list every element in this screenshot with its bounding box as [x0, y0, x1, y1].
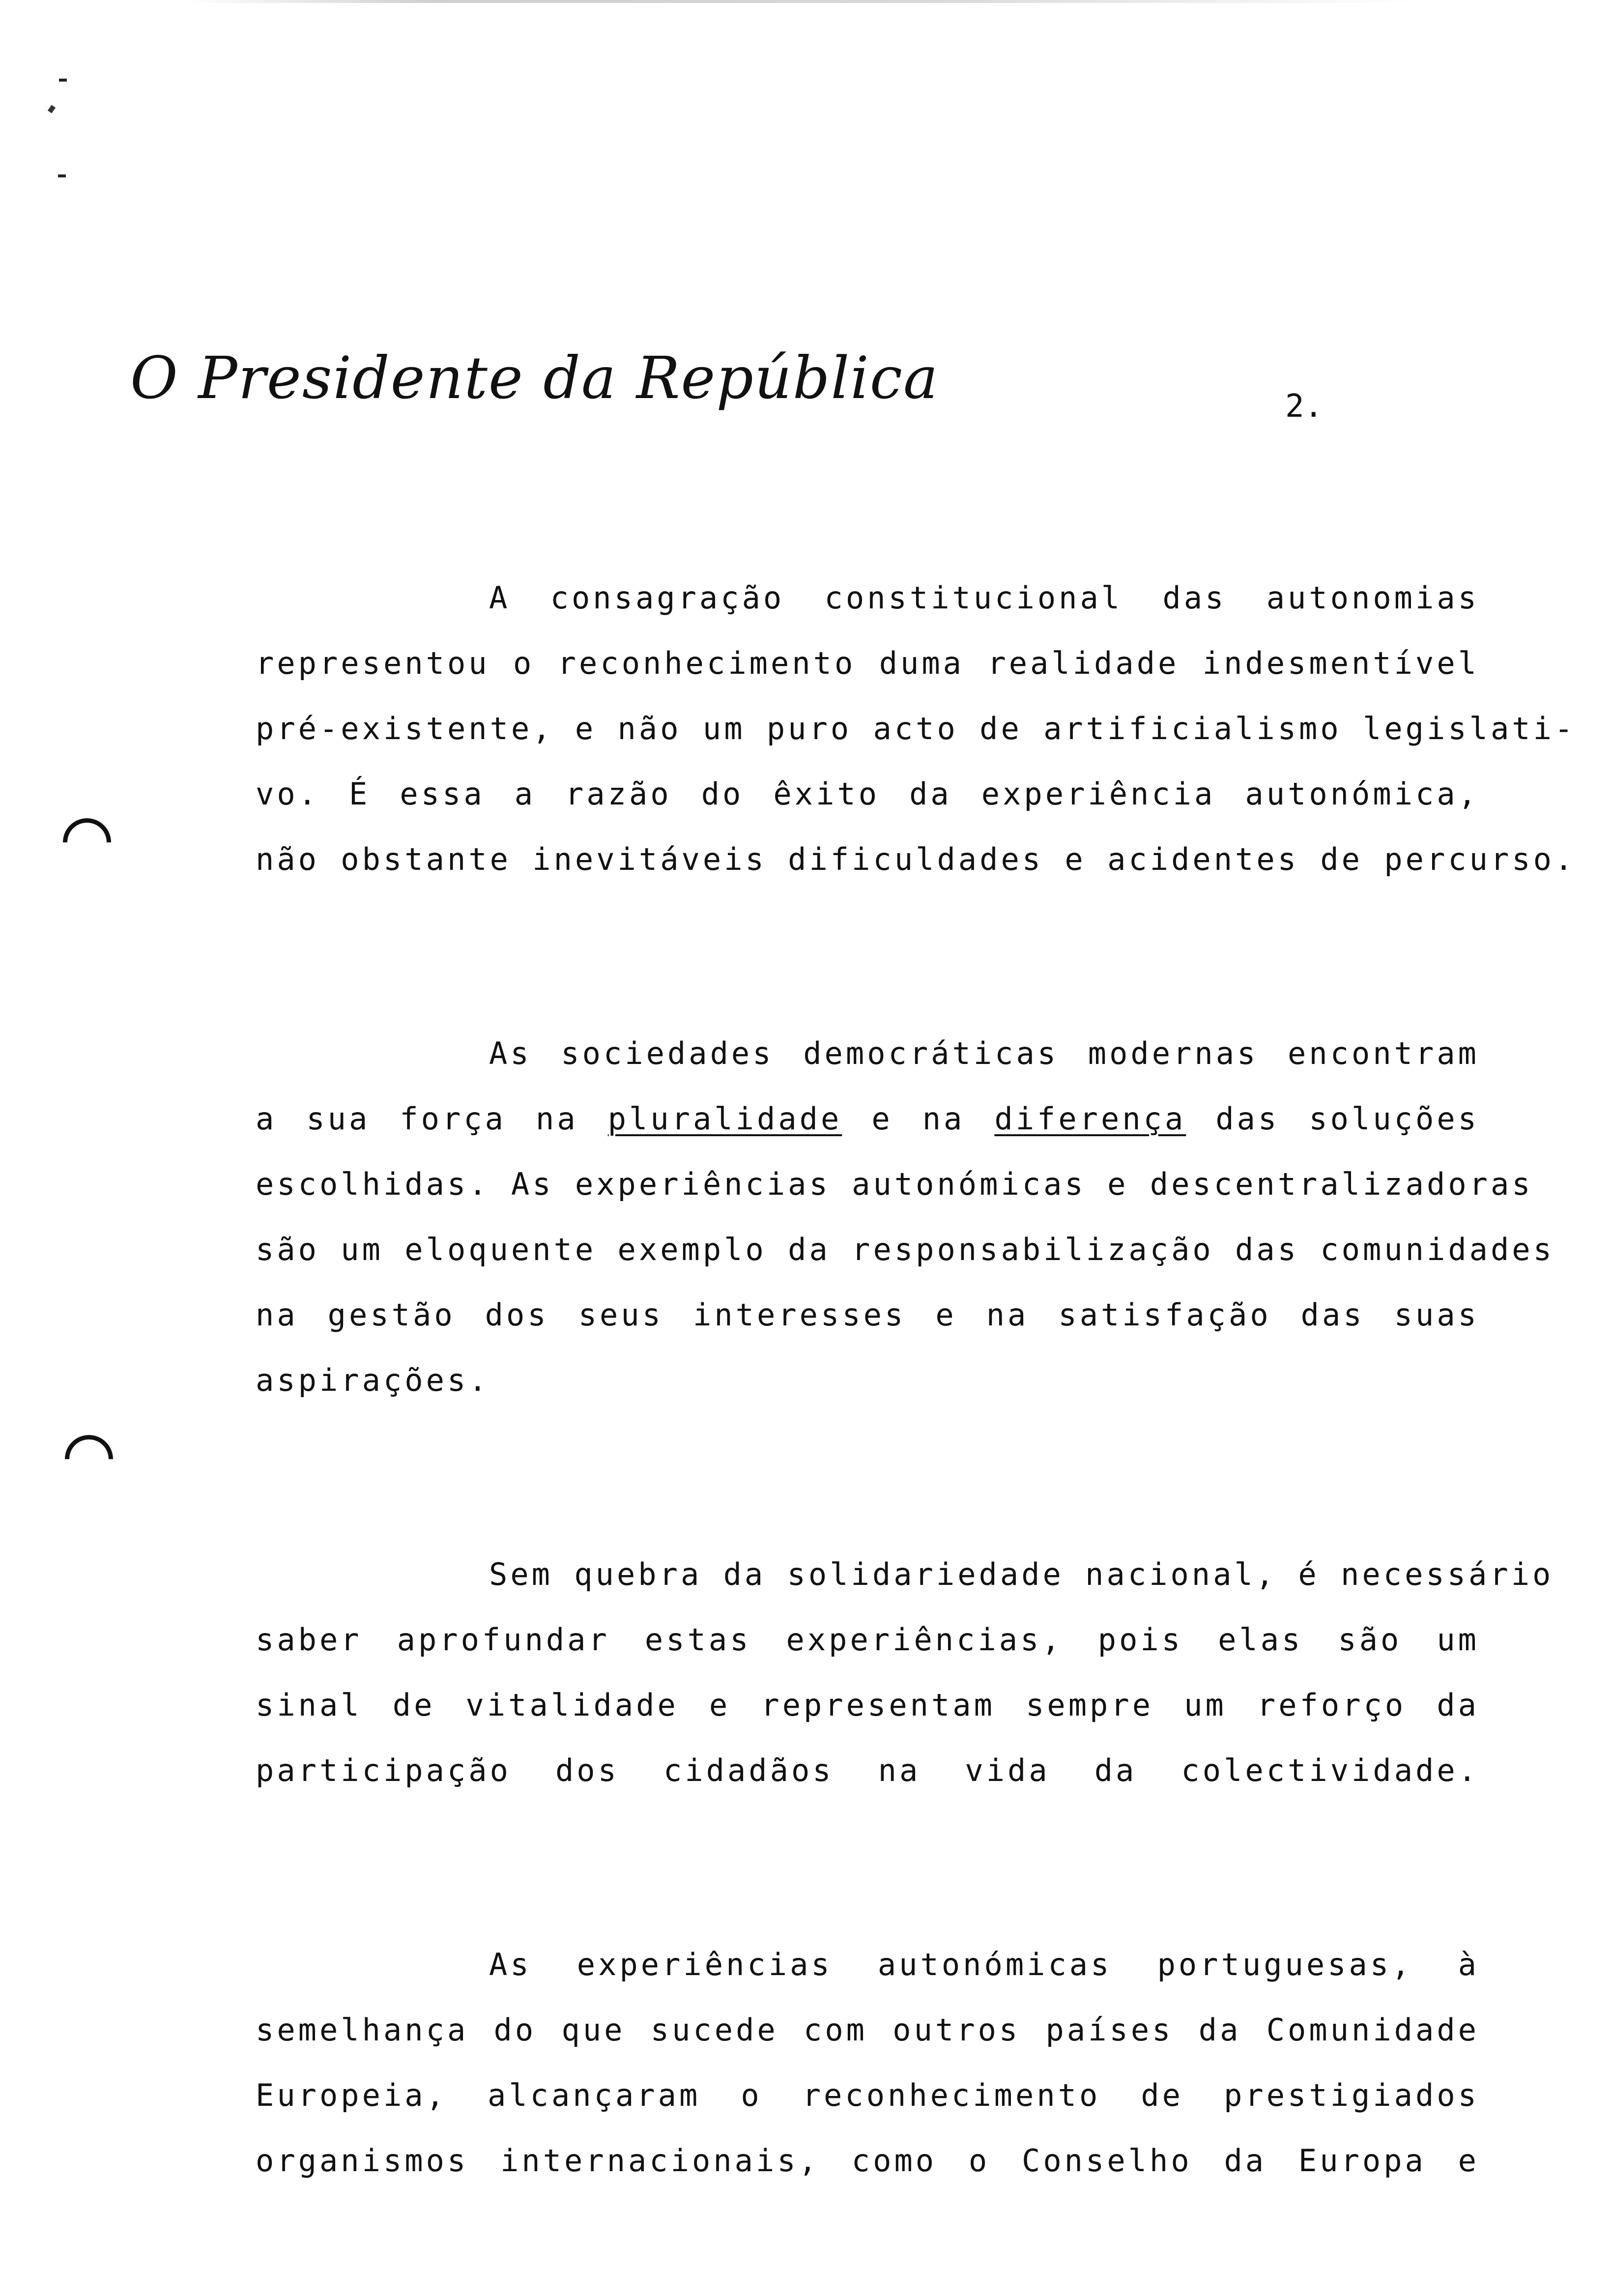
paragraph [256, 1542, 1554, 1803]
paragraph [256, 1021, 1554, 1413]
text-line: pré-existente, e não um puro acto de artificialismo legislati- [256, 711, 1576, 746]
text-line: Sem quebra da solidariedade nacional, é necessário [489, 1556, 1554, 1592]
underlined-word: diferença [994, 1101, 1186, 1137]
text-line: na gestão dos seus interesses e na satisfação das suas [256, 1297, 1479, 1333]
paragraph [256, 565, 1576, 892]
text-line: saber aprofundar estas experiências, pois elas são um [256, 1622, 1479, 1658]
underlined-word: pluralidade [607, 1101, 842, 1137]
text-line: escolhidas. As experiências autonómicas e descentralizadoras [256, 1166, 1533, 1202]
text-line: semelhança do que sucede com outros países da Comunidade [256, 2012, 1479, 2048]
paragraph [256, 1932, 1479, 2193]
body-text [256, 565, 1576, 2193]
text-line: são um eloquente exemplo da responsabilização das comunidades [256, 1232, 1554, 1267]
text-line: sinal de vitalidade e representam sempre um reforço da [256, 1687, 1479, 1723]
text-line: Europeia, alcançaram o reconhecimento de prestigiados [256, 2077, 1479, 2113]
punch-hole-mark [53, 808, 121, 877]
text-line [256, 1086, 1479, 1151]
text-run: das soluções [1186, 1101, 1479, 1137]
text-line: A consagração constitucional das autonomias [489, 580, 1479, 616]
text-run: a sua força na [256, 1101, 608, 1137]
text-line: participação dos cidadãos na vida da colectividade. [256, 1752, 1479, 1788]
scan-mark [48, 105, 56, 113]
text-line: As experiências autonómicas portuguesas, à [489, 1947, 1479, 1982]
text-line: não obstante inevitáveis dificuldades e acidentes de percurso. [256, 841, 1576, 877]
scan-edge-artifact [187, 0, 1415, 3]
scan-mark [58, 174, 66, 177]
letterhead: O Presidente da República [130, 344, 939, 412]
text-line: As sociedades democráticas modernas encontram [489, 1035, 1479, 1071]
scan-mark [59, 79, 67, 82]
text-line: organismos internacionais, como o Conselho da Europa e [256, 2143, 1479, 2179]
text-line: vo. É essa a razão do êxito da experiência autonómica, [256, 776, 1479, 812]
punch-hole-mark [55, 1425, 123, 1493]
text-run: e na [842, 1101, 995, 1137]
text-line: aspirações. [256, 1362, 490, 1398]
page-number: 2. [1285, 388, 1324, 425]
text-line: representou o reconhecimento duma realidade indesmentível [256, 645, 1479, 681]
